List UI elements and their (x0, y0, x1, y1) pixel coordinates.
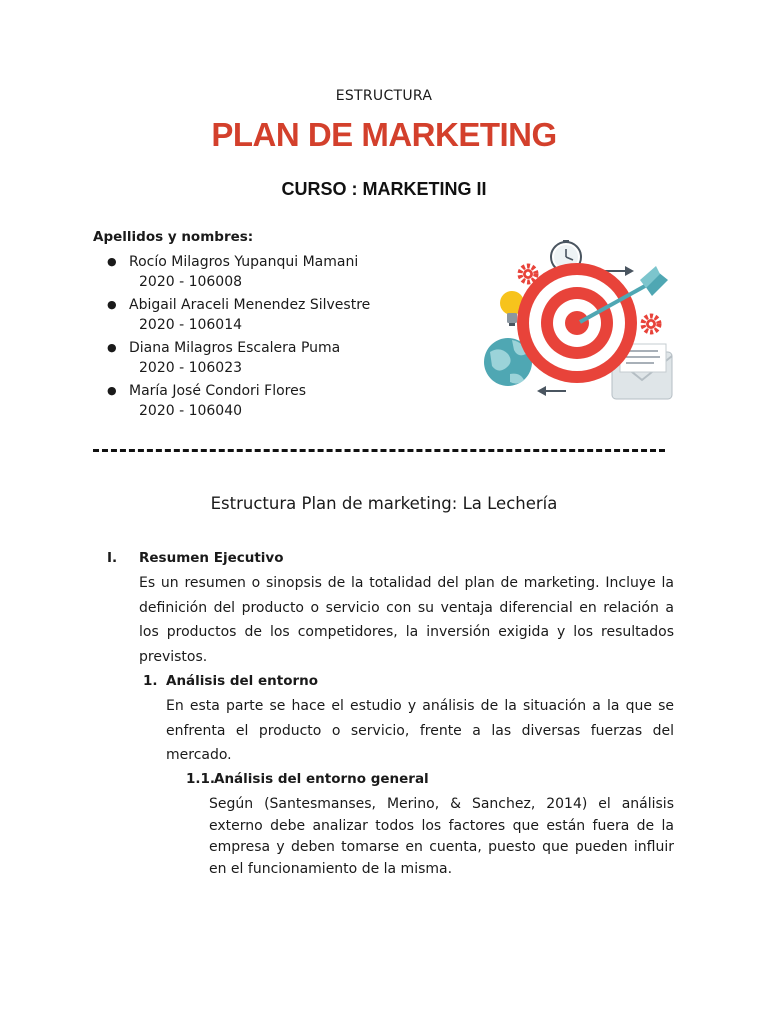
bullet: ● (107, 341, 117, 354)
author-name: María José Condori Flores (129, 383, 307, 399)
bullet: ● (107, 384, 117, 397)
author-item (107, 383, 306, 419)
section-title: Estructura Plan de marketing: La Lechería (210, 494, 558, 513)
target-icon (517, 263, 637, 383)
author-code: 2020 - 106014 (139, 317, 243, 333)
outline-heading: Resumen Ejecutivo (139, 550, 284, 566)
bullet: ● (107, 255, 117, 268)
outline-number: 1. (143, 673, 158, 689)
bullet: ● (107, 298, 117, 311)
document-kicker: ESTRUCTURA (335, 88, 433, 104)
authors-label: Apellidos y nombres: (93, 229, 254, 245)
author-item (107, 297, 370, 333)
course-label: CURSO : MARKETING II (281, 179, 487, 199)
author-item (107, 340, 340, 376)
outline-paragraph: Según (Santesmanses, Merino, & Sanchez, 2014) el análisis externo debe analizar todos los factores que están fuera de la empresa y deben tomarse en cuenta, puesto que pueden influir en el funcionamiento de la misma. (209, 796, 674, 877)
gear-icon (520, 266, 536, 282)
outline-heading: Análisis del entorno (166, 673, 319, 689)
author-code: 2020 - 106040 (139, 403, 243, 419)
author-code: 2020 - 106008 (139, 274, 243, 290)
outline-paragraph: En esta parte se hace el estudio y análisis de la situación a la que se enfrenta el producto o servicio, frente a las diversas fuerzas del mercado. (166, 698, 674, 763)
gear-icon (643, 316, 659, 332)
outline-number: 1.1. (186, 771, 216, 787)
author-item (107, 254, 358, 290)
marketing-illustration (480, 240, 680, 415)
author-name: Abigail Araceli Menendez Silvestre (129, 297, 371, 313)
author-name: Diana Milagros Escalera Puma (129, 340, 341, 356)
author-code: 2020 - 106023 (139, 360, 243, 376)
outline-paragraph: Es un resumen o sinopsis de la totalidad del plan de marketing. Incluye la definición del producto o servicio con su ventaja diferencial en relación a los productos de los competidores, la inversión exigida y los resultados previstos. (139, 575, 674, 665)
outline-heading: Análisis del entorno general (214, 771, 429, 787)
arrow-icon (537, 386, 566, 396)
section-divider (93, 449, 665, 452)
outline-number: I. (107, 550, 118, 566)
author-name: Rocío Milagros Yupanqui Mamani (129, 254, 359, 270)
document-title: PLAN DE MARKETING (211, 116, 557, 153)
